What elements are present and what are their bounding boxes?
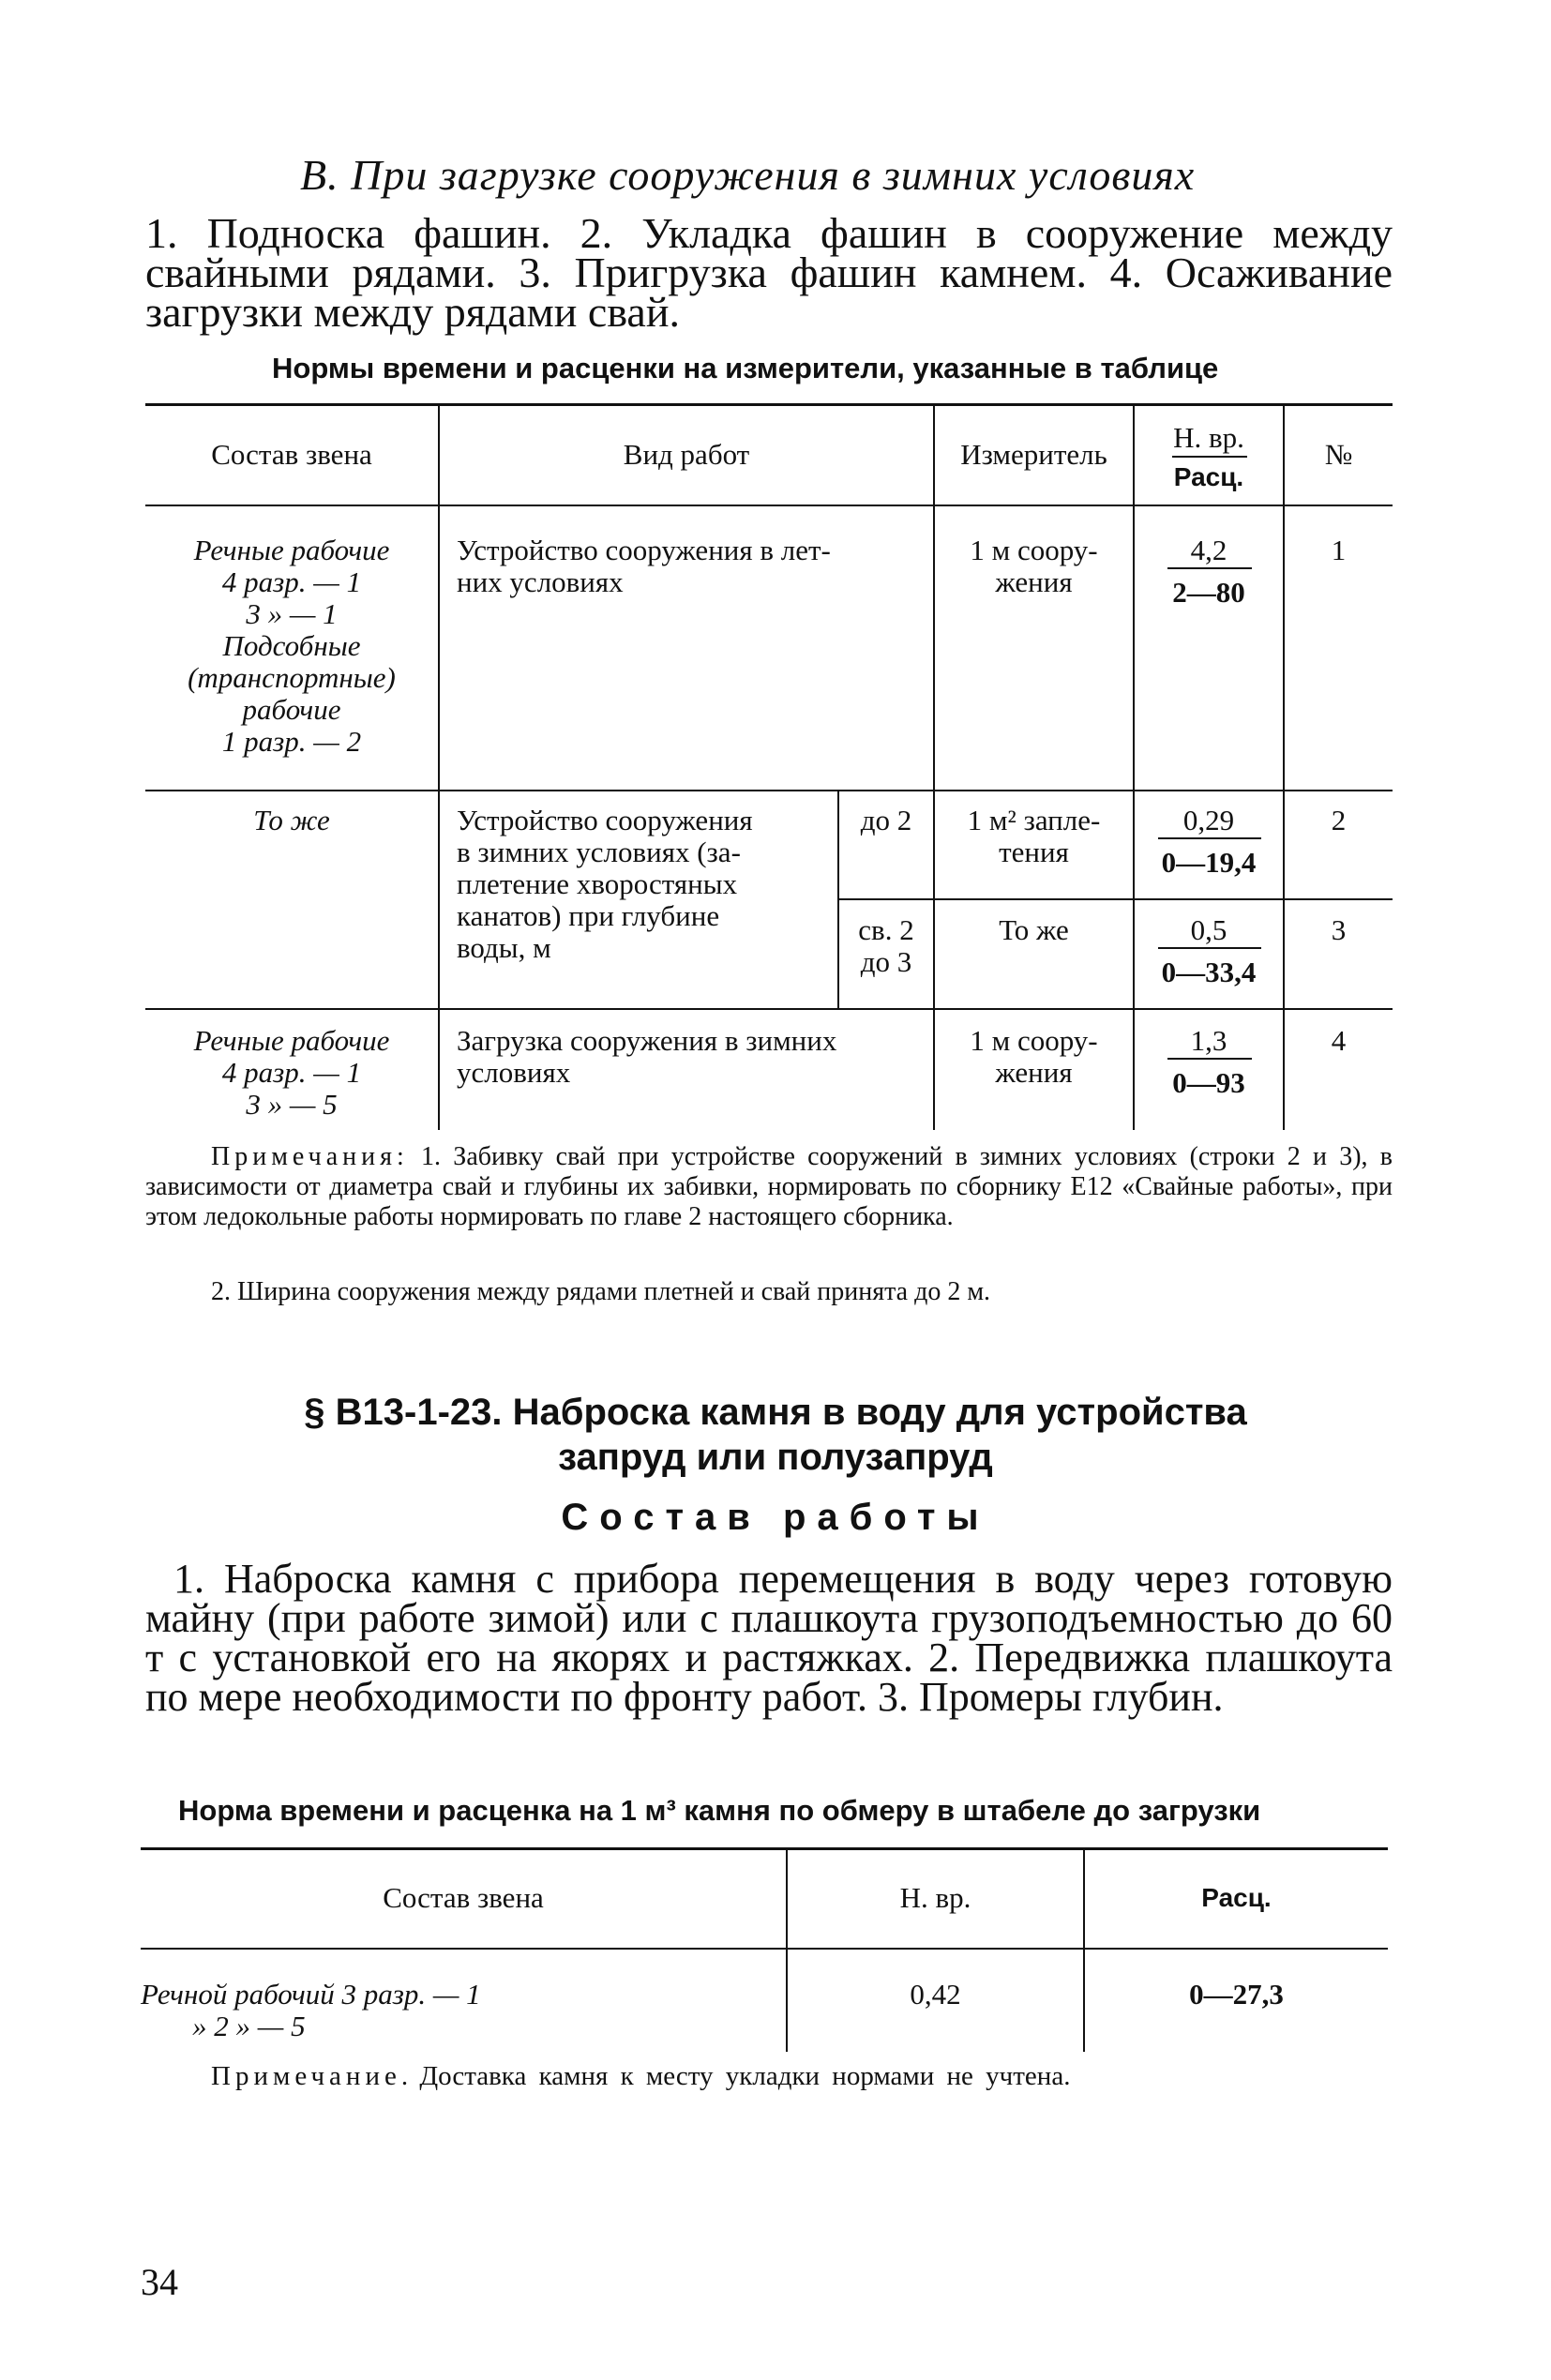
table1-col-rule-2 <box>933 403 935 1130</box>
table2-row-time: 0,42 <box>910 1978 961 2011</box>
table1-row2-rule <box>837 898 1393 900</box>
table2-col-rule-1 <box>786 1847 788 2052</box>
row1-crew: Речные рабочие 4 разр. — 1 3 » — 1 Подсобные (транспортные) рабочие 1 разр. — 2 <box>188 534 396 758</box>
table2-header-crew: Состав звена <box>383 1881 544 1914</box>
table2-header-rule <box>141 1948 1388 1950</box>
row2-rate: 0—19,4 <box>1161 846 1257 879</box>
section-subtitle: Состав работы <box>561 1497 990 1538</box>
row1-fraction-bar <box>1167 567 1252 569</box>
row3-time: 0,5 <box>1190 913 1227 946</box>
row4-crew: Речные рабочие 4 разр. — 1 3 » — 5 <box>193 1024 390 1121</box>
table1-header-rule <box>145 505 1393 506</box>
section-title-line1: § В13-1-23. Наброска камня в воду для устройства <box>304 1392 1247 1433</box>
row2-time: 0,29 <box>1182 804 1235 836</box>
row3-depth: св. 2 до 3 <box>858 913 914 978</box>
row2-number: 2 <box>1331 804 1347 836</box>
table1-top-rule <box>145 403 1393 406</box>
header-work: Вид работ <box>623 438 750 471</box>
row2-depth: до 2 <box>860 804 912 836</box>
table1-note-2: 2. Ширина сооружения между рядами плетней и свай принята до 2 м. <box>211 1277 991 1306</box>
row4-unit: 1 м соору- жения <box>970 1024 1098 1089</box>
row1-work: Устройство сооружения в лет- них условиях <box>457 534 831 598</box>
table1-row1-rule <box>145 790 1393 791</box>
row2-fraction-bar <box>1158 837 1261 839</box>
row2-unit: 1 м² запле- тения <box>967 804 1101 868</box>
table2-row-rate: 0—27,3 <box>1189 1978 1284 2011</box>
row3-unit: То же <box>999 913 1069 946</box>
row1-number: 1 <box>1331 534 1347 566</box>
row3-fraction-bar <box>1158 947 1261 949</box>
table1-row3-rule <box>145 1008 1393 1010</box>
row1-time: 4,2 <box>1190 534 1227 566</box>
section-23-text: 1. Наброска камня с прибора перемещения в воду через готовую майну (при работе зимой) или с плашкоута грузоподъемностью до 60 т с установкой его на якорях и растяжках. 2. Передвижка плашкоута по мере необходимости по фронту работ. 3. Промеры глубин. <box>145 1556 1393 1720</box>
header-unit: Измеритель <box>960 438 1107 471</box>
header-crew: Состав звена <box>211 438 372 471</box>
header-fraction-bar <box>1172 456 1247 458</box>
row1-unit: 1 м соору- жения <box>970 534 1098 598</box>
row2-crew: То же <box>253 804 330 836</box>
header-norm-rate: Расц. <box>1173 462 1244 491</box>
row2-work: Устройство сооружения в зимних условиях (за- плетение хворостяных канатов) при глубине воды, м <box>457 804 753 964</box>
table2-header-rate: Расц. <box>1201 1883 1272 1912</box>
page-number: 34 <box>141 2261 178 2303</box>
table2-top-rule <box>141 1847 1388 1850</box>
row3-number: 3 <box>1331 913 1347 946</box>
header-norm-time: Н. вр. <box>1173 421 1244 454</box>
table2-row-crew: Речной рабочий 3 разр. — 1 » 2 » — 5 <box>141 1978 481 2042</box>
table1-col-rule-3 <box>1133 403 1135 1130</box>
table1-col-rule-4 <box>1283 403 1285 1130</box>
table2-caption: Норма времени и расценка на 1 м³ камня по обмеру в штабеле до загрузки <box>178 1794 1261 1827</box>
table1-note-1: Примечания: 1. Забивку свай при устройстве сооружений в зимних условиях (строки 2 и 3), в зависимости от диаметра свай и глубины их забивки, нормировать по сборнику Е12 «Свайные работы», при этом ледокольные работы нормировать по главе 2 настоящего сборника. <box>145 1142 1393 1231</box>
row4-rate: 0—93 <box>1172 1066 1245 1099</box>
row4-fraction-bar <box>1167 1058 1252 1060</box>
header-number: № <box>1324 438 1353 471</box>
table2-header-time: Н. вр. <box>899 1881 971 1914</box>
section-text: 1. Подноска фашин. 2. Укладка фашин в сооружение между свайными рядами. 3. Пригрузка фашин камнем. 4. Осаживание загрузки между рядами свай. <box>145 209 1393 336</box>
table1-col-rule-1 <box>438 403 440 1130</box>
table2-note: Примечание. Доставка камня к месту укладки нормами не учтена. <box>211 2061 1071 2091</box>
table2-col-rule-2 <box>1083 1847 1085 2052</box>
row4-time: 1,3 <box>1190 1024 1227 1057</box>
section-heading: В. При загрузке сооружения в зимних условиях <box>300 151 1196 199</box>
row4-number: 4 <box>1331 1024 1347 1057</box>
row3-rate: 0—33,4 <box>1161 956 1257 988</box>
section-title-line2: запруд или полузапруд <box>558 1437 993 1478</box>
table1-caption: Нормы времени и расценки на измерители, указанные в таблице <box>272 352 1219 384</box>
row4-work: Загрузка сооружения в зимних условиях <box>457 1024 837 1089</box>
row1-rate: 2—80 <box>1172 576 1245 609</box>
